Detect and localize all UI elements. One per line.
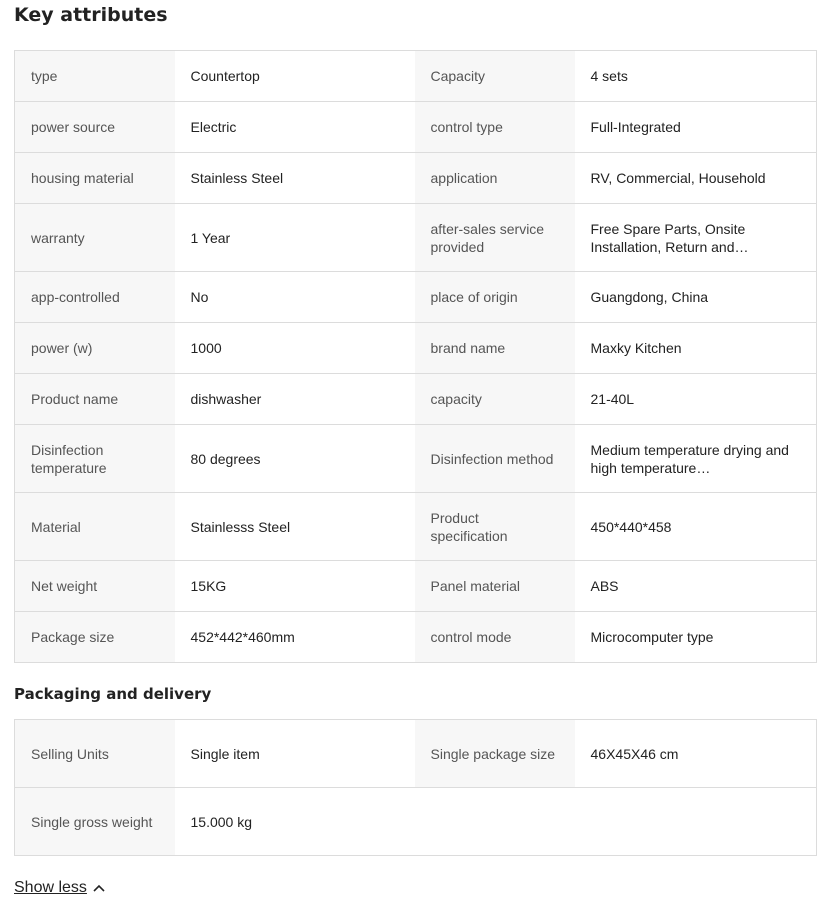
show-less-button[interactable] xyxy=(14,879,105,897)
attribute-key: Selling Units xyxy=(15,720,175,788)
table-row xyxy=(15,788,817,856)
attribute-key: application xyxy=(415,153,575,204)
attribute-value: Microcomputer type xyxy=(575,612,817,663)
chevron-up-icon xyxy=(93,884,105,892)
attribute-key: Package size xyxy=(15,612,175,663)
attribute-value: Free Spare Parts, Onsite Installation, Return and… xyxy=(590,220,749,255)
attribute-key: power (w) xyxy=(15,323,175,374)
table-row xyxy=(15,612,817,663)
attribute-key: Product specification xyxy=(415,493,575,561)
attribute-value: No xyxy=(175,272,415,323)
table-row xyxy=(15,374,817,425)
table-row xyxy=(15,51,817,102)
show-less-label: Show less xyxy=(14,879,87,896)
empty-cell xyxy=(575,788,817,856)
attribute-key: warranty xyxy=(15,204,175,272)
attribute-value: 452*442*460mm xyxy=(175,612,415,663)
empty-cell xyxy=(415,788,575,856)
packaging-table xyxy=(14,719,817,856)
attribute-value: 15.000 kg xyxy=(175,788,415,856)
attribute-value: 450*440*458 xyxy=(575,493,817,561)
attribute-value: 1 Year xyxy=(175,204,415,272)
attribute-value: Guangdong, China xyxy=(575,272,817,323)
table-row xyxy=(15,102,817,153)
attribute-key: Disinfection temperature xyxy=(15,425,175,493)
key-attributes-title: Key attributes xyxy=(14,4,168,26)
attribute-key: control mode xyxy=(415,612,575,663)
attribute-value: Stainless Steel xyxy=(175,153,415,204)
attribute-key: capacity xyxy=(415,374,575,425)
attribute-value: 21-40L xyxy=(575,374,817,425)
attribute-value: 15KG xyxy=(175,561,415,612)
table-row xyxy=(15,204,817,272)
attribute-key: Panel material xyxy=(415,561,575,612)
packaging-title: Packaging and delivery xyxy=(14,685,212,703)
key-attributes-table xyxy=(14,50,817,663)
table-row xyxy=(15,720,817,788)
table-row xyxy=(15,153,817,204)
attribute-key: control type xyxy=(415,102,575,153)
attribute-value: 46X45X46 cm xyxy=(575,720,817,788)
attribute-key: after-sales service provided xyxy=(415,204,575,272)
attribute-value: Stainlesss Steel xyxy=(175,493,415,561)
attribute-key: Product name xyxy=(15,374,175,425)
table-row xyxy=(15,323,817,374)
attribute-key: type xyxy=(15,51,175,102)
attribute-key: place of origin xyxy=(415,272,575,323)
attribute-key: power source xyxy=(15,102,175,153)
table-row xyxy=(15,561,817,612)
attribute-key: Single package size xyxy=(415,720,575,788)
attribute-key: Net weight xyxy=(15,561,175,612)
attribute-key: Single gross weight xyxy=(15,788,175,856)
attribute-value: Countertop xyxy=(175,51,415,102)
table-row xyxy=(15,272,817,323)
attribute-value: 4 sets xyxy=(575,51,817,102)
attribute-key: Capacity xyxy=(415,51,575,102)
attribute-key: app-controlled xyxy=(15,272,175,323)
attribute-value: Medium temperature drying and high temperature… xyxy=(590,441,789,476)
attribute-value: Single item xyxy=(175,720,415,788)
attribute-value: Full-Integrated xyxy=(575,102,817,153)
attribute-key: brand name xyxy=(415,323,575,374)
attribute-key: housing material xyxy=(15,153,175,204)
attribute-value: Electric xyxy=(175,102,415,153)
attribute-value: dishwasher xyxy=(175,374,415,425)
attribute-key: Material xyxy=(15,493,175,561)
attribute-value: Maxky Kitchen xyxy=(575,323,817,374)
attribute-value: 80 degrees xyxy=(175,425,415,493)
table-row xyxy=(15,425,817,493)
attribute-key: Disinfection method xyxy=(415,425,575,493)
attribute-value: ABS xyxy=(575,561,817,612)
attribute-value: 1000 xyxy=(175,323,415,374)
table-row xyxy=(15,493,817,561)
attribute-value: RV, Commercial, Household xyxy=(575,153,817,204)
